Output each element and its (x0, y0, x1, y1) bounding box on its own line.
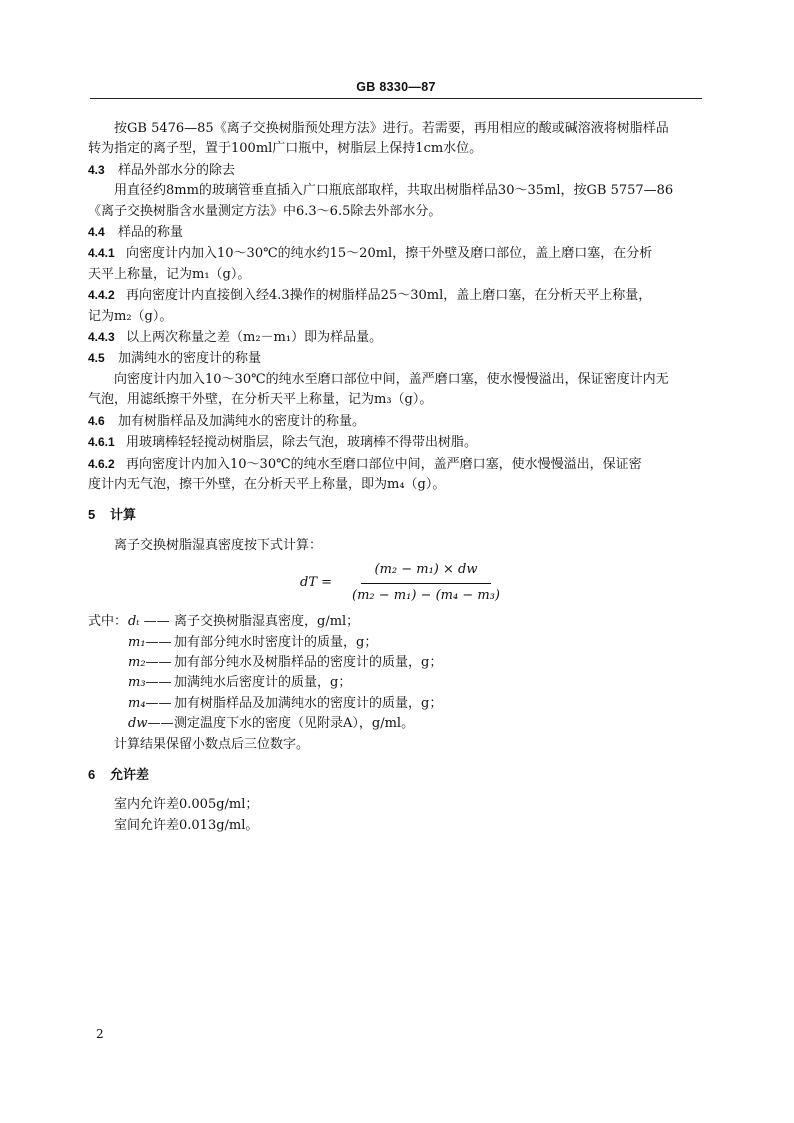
section-text: 以上两次称量之差（m₂－m₁）即为样品量。 (126, 330, 383, 346)
section-title: 允许差 (110, 766, 150, 782)
section-title: 样品外部水分的除去 (118, 162, 236, 178)
page-header (90, 76, 702, 99)
section-4-3-line-2: 《离子交换树脂含水量测定方法》中6.3～6.5除去外部水分。 (88, 203, 442, 219)
section-4-4-1-line-2: 天平上称量，记为m₁（g）。 (88, 266, 251, 282)
page-number: 2 (96, 1027, 104, 1041)
section-number: 4.6.1 (88, 435, 115, 450)
section-number: 4.6 (88, 413, 105, 428)
section-number: 4.4.1 (88, 246, 115, 261)
variable-symbol: m₂—— (128, 654, 172, 670)
variable-description: 加有树脂样品及加满纯水的密度计的质量，g； (174, 695, 443, 711)
definition-row (88, 633, 703, 653)
definition-row (88, 673, 703, 693)
section-4-6-2-line-2: 度计内无气泡，擦干外壁，在分析天平上称量，即为m₄（g）。 (88, 476, 446, 492)
variable-description: 加满纯水后密度计的质量，g； (174, 675, 352, 691)
section-number: 4.4.3 (88, 330, 115, 345)
density-formula (88, 556, 703, 612)
variable-description: 加有部分纯水时密度计的质量，g； (174, 634, 378, 650)
intro-line-2: 转为指定的离子型，置于100ml广口瓶中，树脂层上保持1cm水位。 (88, 141, 483, 157)
definition-row (88, 612, 703, 632)
intra-lab-tolerance: 室内允许差0.005g/ml； (114, 797, 259, 813)
formula-numerator: (m₂ − m₁) × dw (361, 560, 492, 583)
definition-row (88, 714, 703, 734)
intro-line-1: 按GB 5476—85《离子交换树脂预处理方法》进行。若需要，再用相应的酸或碱溶液将树脂样品 (114, 121, 669, 136)
inter-lab-tolerance: 室间允许差0.013g/ml。 (114, 817, 259, 833)
definition-row (88, 694, 703, 714)
section-number: 4.4 (88, 225, 105, 240)
section-title: 计算 (110, 507, 137, 523)
section-4-5-heading (88, 348, 703, 369)
section-number: 5 (88, 507, 96, 523)
section-4-5-line-2: 气泡，用滤纸擦干外壁，在分析天平上称量，记为m₃（g）。 (88, 392, 433, 408)
definition-row (88, 653, 703, 673)
section-4-5-line-1: 向密度计内加入10～30℃的纯水至磨口部位中间，盖严磨口塞，使水慢慢溢出，保证密度计内无 (114, 371, 669, 387)
variable-symbol: m₃—— (128, 675, 172, 691)
section-4-4-heading (88, 222, 703, 243)
rounding-note: 计算结果保留小数点后三位数字。 (114, 736, 310, 752)
section-5-intro: 离子交换树脂湿真密度按下式计算： (114, 537, 323, 553)
section-4-4-2-line-2: 记为m₂（g）。 (88, 308, 173, 324)
variable-description: 离子交换树脂湿真密度，g/ml； (174, 614, 360, 630)
section-4-3-line-1: 用直径约8mm的玻璃管垂直插入广口瓶底部取样，共取出树脂样品30～35ml，按GB 5757—86 (114, 183, 674, 199)
section-text: 用玻璃棒轻轻搅动树脂层，除去气泡，玻璃棒不得带出树脂。 (126, 435, 478, 451)
section-4-6-heading (88, 411, 703, 432)
document-body (88, 119, 703, 836)
section-title: 加有树脂样品及加满纯水的密度计的称量。 (118, 413, 366, 429)
section-number: 6 (88, 766, 96, 782)
section-number: 4.6.2 (88, 456, 115, 471)
variable-symbol: dₜ —— (128, 614, 170, 630)
standard-code: GB 8330—87 (356, 80, 436, 94)
section-4-6-2-line-1 (88, 454, 703, 475)
formula-denominator: (m₂ − m₁) − (m₄ − m₃) (352, 587, 500, 603)
section-5-heading (88, 505, 703, 525)
variable-symbol: dw—— (128, 716, 174, 732)
section-6-heading (88, 765, 703, 785)
section-text: 向密度计内加入10～30℃的纯水约15～20ml，擦干外壁及磨口部位，盖上磨口塞，在分析 (126, 246, 653, 262)
section-text: 再向密度计内直接倒入经4.3操作的树脂样品25～30ml，盖上磨口塞，在分析天平上称量， (126, 288, 652, 304)
variable-symbol: m₄—— (128, 695, 172, 711)
formula-expression (300, 560, 514, 606)
variable-description: 测定温度下水的密度（见附录A），g/ml。 (174, 716, 415, 732)
section-title: 加满纯水的密度计的称量 (118, 351, 262, 367)
section-number: 4.4.2 (88, 288, 115, 303)
section-text: 再向密度计内加入10～30℃的纯水至磨口部位中间，盖严磨口塞，使水慢慢溢出，保证密 (126, 456, 642, 472)
variable-symbol: m₁—— (128, 634, 172, 650)
section-4-4-3-line-1 (88, 327, 703, 348)
variable-description: 加有部分纯水及树脂样品的密度计的质量，g； (174, 654, 443, 670)
section-4-6-1-line-1 (88, 432, 703, 453)
formula-lhs: dT = (300, 574, 333, 590)
section-4-4-2-line-1 (88, 285, 703, 306)
definitions-lead: 式中： (88, 614, 128, 630)
section-number: 4.5 (88, 351, 105, 366)
section-title: 样品的称量 (118, 225, 184, 241)
section-number: 4.3 (88, 162, 105, 177)
variable-definitions (88, 612, 703, 755)
section-4-4-1-line-1 (88, 243, 703, 264)
formula-fraction (338, 560, 514, 606)
section-4-3-heading (88, 160, 703, 181)
